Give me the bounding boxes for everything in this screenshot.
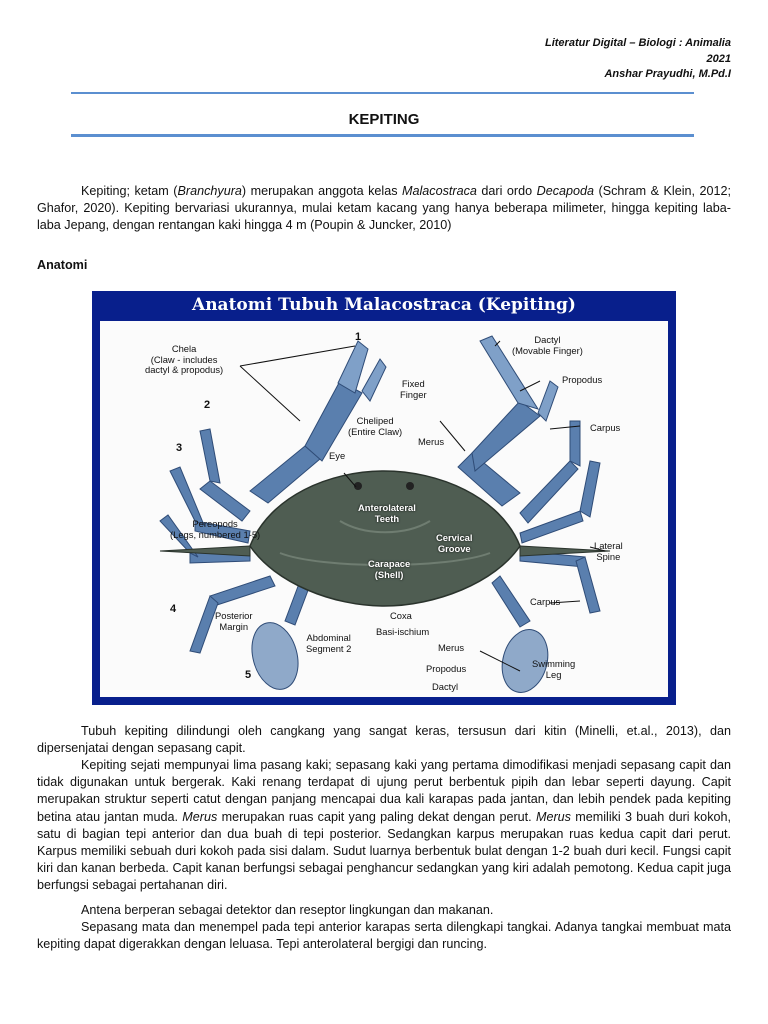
label-cheliped: Cheliped (Entire Claw) xyxy=(348,415,403,437)
label-dactyl-bottom: Dactyl xyxy=(432,681,459,692)
label-dactyl: Dactyl (Movable Finger) xyxy=(512,334,583,356)
section-heading-anatomi: Anatomi xyxy=(37,258,88,272)
label-anterolateral: Anterolateral Teeth xyxy=(358,502,416,524)
header-source: Literatur Digital – Biologi : Animalia xyxy=(544,37,731,49)
leg-number-2: 2 xyxy=(204,399,211,411)
leg-number-4: 4 xyxy=(170,603,177,615)
header-author: Anshar Prayudhi, M.Pd.I xyxy=(604,68,731,80)
label-coxa: Coxa xyxy=(390,610,412,621)
label-posterior-margin: Posterior Margin xyxy=(215,610,253,632)
label-chela: Chela (Claw - includes dactyl & propodus) xyxy=(145,343,224,375)
title-rule-top xyxy=(71,92,694,94)
label-cervical: Cervical Groove xyxy=(436,532,473,554)
leg-number-1: 1 xyxy=(355,331,362,343)
intro-paragraph: Kepiting; ketam (Branchyura) merupakan anggota kelas Malacostraca dari ordo Decapoda (Schram & Klein, 2012; Ghafor, 2020). Kepiting bervariasi ukurannya, mulai ketam kacang yang hanya beberapa milimeter, hingga kepiting laba-laba Jepang, dengan rentangan kaki hingga 4 m (Poupin & Juncker, 2010) xyxy=(37,184,732,233)
title-rule-bottom xyxy=(71,134,694,137)
label-fixed-finger: Fixed Finger xyxy=(400,378,427,400)
label-carpus-top: Carpus xyxy=(590,422,621,433)
label-merus-bottom: Merus xyxy=(438,642,465,653)
label-basi-ischium: Basi-ischium xyxy=(376,626,430,637)
label-propodus-bottom: Propodus xyxy=(426,663,467,674)
body-paragraph-2: Kepiting sejati mempunyai lima pasang kaki; sepasang kaki yang pertama dimodifikasi menjadi sepasang capit dan tidak digunakan untuk bergerak. Kaki renang terdapat di ujung perut berbentuk pipih dan lebar seperti dayung. Capit merupakan struktur seperti catut dengan panjang mencapai dua kali karapas pada jantan, dan lebih pendek pada kepiting betina atau jantan muda. Merus merupakan ruas capit yang paling dekat dengan perut. Merus memiliki 3 buah duri kokoh, satu di bagian tepi anterior dan dua buah di tepi posterior. Sedangkan karpus merupakan ruas kedua capit dari perut. Karpus memiliki sebuah duri kokoh pada sisi dalam. Sudut luarnya berbentuk bulat dengan 1-2 buah duri kecil. Fungsi capit kiri dan kanan berbeda. Capit kanan berfungsi sebagai penghancur sedangkan yang kiri adalah pemotong. Kedua capit juga berfungsi sebagai pertahanan diri. xyxy=(37,758,731,893)
body-paragraph-1: Tubuh kepiting dilindungi oleh cangkang yang sangat keras, tersusun dari kitin (Minelli, et.al., 2013), dan dipersenjatai dengan sepasang capit. xyxy=(37,724,731,756)
document-header xyxy=(545,36,731,83)
header-year: 2021 xyxy=(706,52,731,65)
figure-title: Anatomi Tubuh Malacostraca (Kepiting) xyxy=(192,295,576,315)
label-propodus-top: Propodus xyxy=(562,374,603,385)
label-carpus-bottom: Carpus xyxy=(530,596,561,607)
label-eye: Eye xyxy=(329,450,346,461)
body-paragraph-4: Sepasang mata dan menempel pada tepi anterior karapas serta dilengkapi tangkai. Adanya tangkai membuat mata kepiting dapat digerakkan dengan leluasa. Tepi anterolateral bergigi dan runcing. xyxy=(37,920,731,952)
label-swimming-leg: Swimming Leg xyxy=(532,658,576,680)
figure-canvas xyxy=(100,321,668,697)
label-lateral-spine: Lateral Spine xyxy=(594,540,623,562)
label-abdominal: Abdominal Segment 2 xyxy=(306,632,352,654)
label-pereopods: Pereopods (Legs, numbered 1-5) xyxy=(170,518,261,540)
leg-number-5: 5 xyxy=(245,669,252,681)
page-title: KEPITING xyxy=(348,111,420,128)
crab-anatomy-figure xyxy=(92,291,676,705)
label-merus-top: Merus xyxy=(418,436,445,447)
label-carapace: Carapace (Shell) xyxy=(368,558,411,580)
body-paragraph-3: Antena berperan sebagai detektor dan reseptor lingkungan dan makanan. xyxy=(81,903,494,917)
leg-number-3: 3 xyxy=(176,442,183,454)
